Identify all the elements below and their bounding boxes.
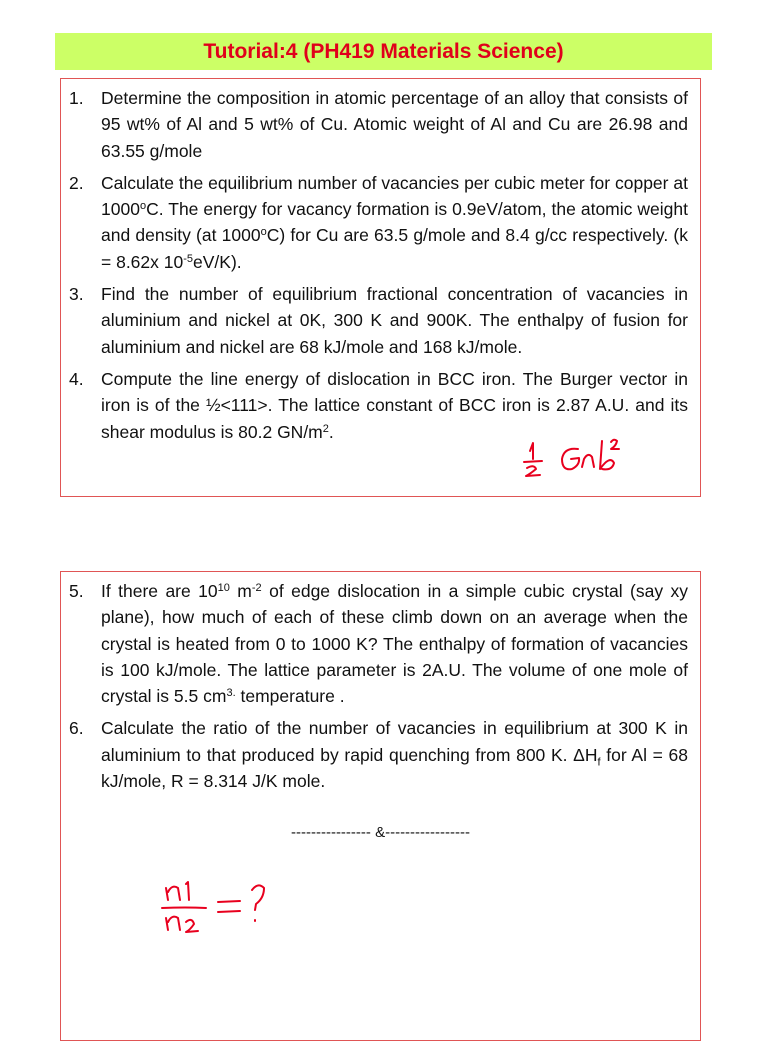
question-number: 2. <box>69 172 84 193</box>
page-title: Tutorial:4 (PH419 Materials Science) <box>203 39 564 63</box>
title-banner <box>55 33 712 70</box>
question-number: 3. <box>69 284 84 305</box>
question-5 <box>69 578 688 709</box>
question-list-2 <box>69 578 688 800</box>
question-text: If there are $10^{10}$ $m^{-2}$ of edge dislocation in a simple cubic crystal (say xy plane), how much of each of these climb down on an average when the crystal is heated from 0 to 1000 K? The enthalpy of formation of vacancies is 100 kJ/mole. The lattice parameter is 2A.U. The volume of one mole of crystal is 5.5 $cm^{3.}$ temperature . <box>101 581 688 707</box>
handwritten-formula <box>516 419 696 479</box>
questions-box-1 <box>60 78 701 497</box>
questions-box-2 <box>60 571 701 1041</box>
question-list-1 <box>69 85 688 451</box>
question-text: Compute the line energy of dislocation in BCC iron. The Burger vector in iron is of the ½<111>. The lattice constant of BCC iron is 2.87 A.U. and its shear modulus is 80.2 $GN/m^2$. <box>101 368 688 442</box>
question-3 <box>69 281 688 360</box>
question-text: Determine the composition in atomic percentage of an alloy that consists of 95 wt% of Al and 5 wt% of Cu. Atomic weight of Al and Cu are 26.98 and 63.55 g/mole <box>101 88 688 161</box>
question-text: Find the number of equilibrium fractional concentration of vacancies in aluminium and nickel at 0K, 300 K and 900K. The enthalpy of fusion for aluminium and nickel are 68 kJ/mole and 168 kJ/mole. <box>101 284 688 357</box>
question-text: Calculate the ratio of the number of vacancies in equilibrium at 300 K in aluminium to that produced by rapid quenching from 800 K. $\Delta H_f$ for Al = 68 kJ/mole, R = 8.314 J/K mole. <box>101 718 688 792</box>
question-number: 4. <box>69 368 84 389</box>
question-6 <box>69 715 688 794</box>
question-number: 5. <box>69 581 84 601</box>
question-text: Calculate the equilibrium number of vacancies per cubic meter for copper at 1000$^o$C. The energy for vacancy formation is 0.9eV/atom, the atomic weight and density (at 1000$^o$C) for Cu are 63.5 g/mole and 8.4 g/cc respectively. (k = 8.62x $10^{-5}eV/K$). <box>101 172 688 272</box>
question-number: 6. <box>69 718 84 739</box>
end-marker: ---------------- &----------------- <box>290 824 470 841</box>
question-1 <box>69 85 688 164</box>
question-2 <box>69 170 688 275</box>
handwritten-ratio <box>156 870 296 950</box>
question-number: 1. <box>69 88 84 108</box>
